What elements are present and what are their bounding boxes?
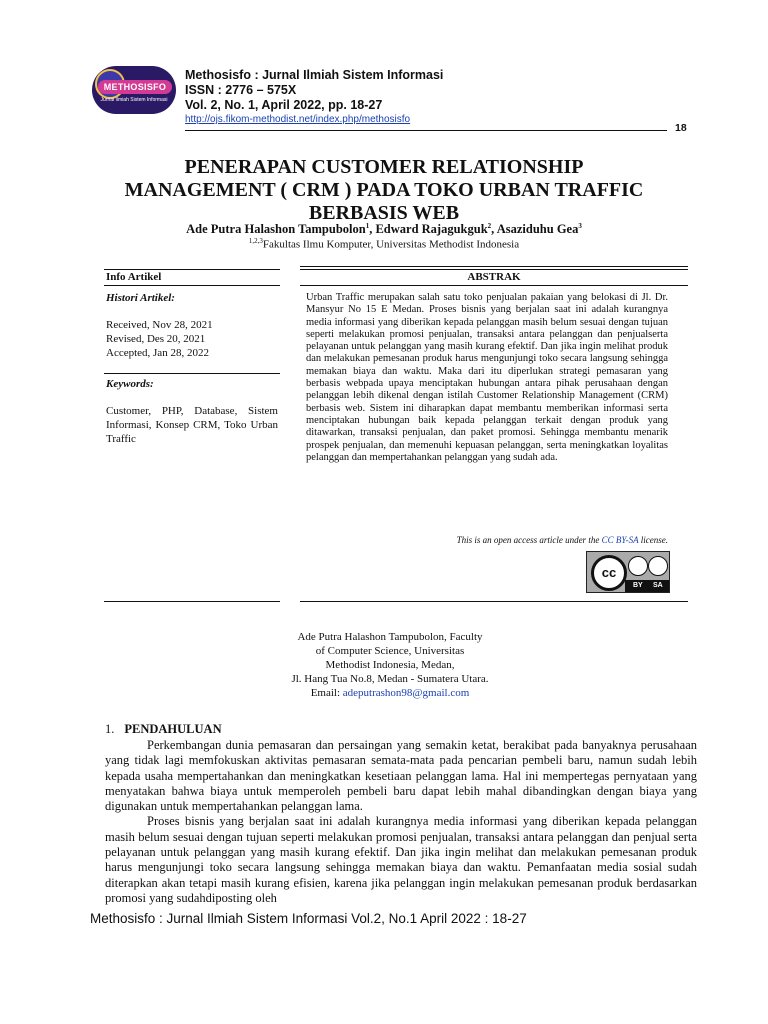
author-2: Edward Rajagukguk [375, 222, 488, 237]
author-3: Asaziduhu Gea [496, 222, 579, 237]
abstract-heading-rule [300, 285, 688, 286]
abstract-text: Urban Traffic merupakan salah satu toko penjualan pakaian yang belokasi di Jl. Dr. Mansyur No 15 E Medan. Proses bisnis yang berjalan saat ini adalah kurangnya media informasi yang diberikan kepada pelanggan masih belum sesuai dengan tujuan seperti melakukan promosi penjualan, transaksi antara pelanggan dan penjualserta pelayanan untuk pelanggan yang masih kurang efektif. Dan jika ingin melihat produk dan melakukan pemesanan produk harus mengunjungi toko secara langsung sehingga memakan biaya dan waktu. Maka dari itu diperlukan strategi pemasaran yang berbasis webpada upaya menciptakan hubungan antara pihak perusahaan dengan pelanggan lebih dikenal dengan istilah Customer Relationship Management (CRM) berbasis web. Sistem ini diharapkan dapat membantu memberikan informasi serta menciptakan hubungan baik kepada pelanggan terkait dengan produk yang ditawarkan, transaksi penjualan, dan paket promosi. Sehingga membantu menarik prospek penjualan, dan memenuhi kepuasan pelanggan, serta meningkatkan loyalitas pelanggan dan mempertahankan pelanggan yang sudah ada. [306, 292, 668, 463]
abstract-top-rule [300, 266, 688, 267]
keywords-text: Customer, PHP, Database, Sistem Informasi, Konsep CRM, Toko Urban Traffic [106, 405, 278, 445]
page-number: 18 [675, 122, 687, 134]
received-date: Received, Nov 28, 2021 [106, 319, 213, 331]
info-bottom-rule [104, 601, 280, 602]
cc-sa-label: SA [653, 582, 663, 589]
paragraph-1: Perkembangan dunia pemasaran dan persaingan yang semakin ketat, berakibat pada banyaknya perusahaan yang tidak lagi memfokuskan aktivitas pemasaran semata-mata pada pencarian pembeli baru, namun sudah lebih kepada usaha mempertahankan dan meningkatkan kesetiaan pelanggan lama. Hal ini mempertegas pernyataan yang menyatakan bahwa biaya untuk memperoleh pembeli baru dapat lebih mahal dibandingkan dengan biaya yang digunakan untuk mempertahankan pelanggan lama. [105, 738, 697, 814]
affiliation-text: Fakultas Ilmu Komputer, Universitas Methodist Indonesia [262, 238, 520, 251]
license-prefix: This is an open access article under the [456, 535, 602, 545]
journal-issn: ISSN : 2776 – 575X [185, 83, 297, 97]
license-link[interactable]: CC BY-SA [601, 535, 639, 545]
share-alike-icon [648, 556, 668, 576]
corr-line-3: Methodist Indonesia, Medan, [325, 659, 455, 671]
logo-subtext: Jurnal Ilmiah Sistem Informasi [100, 97, 168, 103]
keywords-label: Keywords: [106, 378, 154, 390]
info-top-rule [104, 269, 280, 270]
abstract-bottom-rule [300, 601, 688, 602]
email-link[interactable]: adeputrashon98@gmail.com [342, 687, 470, 699]
keywords-rule [104, 373, 280, 374]
corresponding-author [240, 630, 540, 700]
email-label: Email: [310, 687, 343, 699]
author-2-sup: 2 [487, 222, 492, 230]
revised-date: Revised, Des 20, 2021 [106, 333, 206, 345]
journal-name: Methosisfo : Jurnal Ilmiah Sistem Informasi [185, 68, 444, 82]
title-line-1: PENERAPAN CUSTOMER RELATIONSHIP [184, 156, 584, 178]
cc-by-sa-badge[interactable] [586, 551, 670, 593]
journal-logo [92, 66, 176, 114]
abstract-heading: ABSTRAK [467, 271, 521, 283]
history-label: Histori Artikel: [106, 292, 175, 304]
body-text [105, 738, 697, 906]
paragraph-2: Proses bisnis yang berjalan saat ini adalah kurangnya media informasi yang diberikan kepada pelanggan masih belum sesuai dengan tujuan seperti melakukan promosi penjualan, transaksi antara pelanggan dan penjual serta pelayanan untuk pelanggan yang masih kurang efektif. Dan jika ingin melihat dan melakukan pemesanan produk harus mengunjungi toko secara langsung sehingga memakan biaya dan waktu. Pemanfaatan media sosial sudah diterapkan akan tetapi masih kurang efisien, karena jika pelanggan ingin melakukan pemesanan produk berdasarkan promosi yang sudahdiposting oleh [105, 814, 697, 905]
author-1: Ade Putra Halashon Tampubolon [186, 222, 366, 237]
author-1-sup: 1 [365, 222, 370, 230]
cc-icon: cc [591, 555, 627, 591]
journal-volume: Vol. 2, No. 1, April 2022, pp. 18-27 [185, 98, 383, 112]
logo-text: METHOSISFO [98, 80, 172, 94]
title-line-3: BERBASIS WEB [308, 202, 460, 224]
cc-badge-label [625, 580, 669, 592]
journal-url-link[interactable]: http://ojs.fikom-methodist.net/index.php/methosisfo [185, 114, 411, 125]
attribution-icon [628, 556, 648, 576]
author-3-sup: 3 [578, 222, 582, 230]
corr-line-1: Ade Putra Halashon Tampubolon, Faculty [297, 631, 483, 643]
license-note [300, 535, 668, 545]
corr-line-2: of Computer Science, Universitas [315, 645, 465, 657]
affiliation [60, 237, 708, 251]
author-list [60, 222, 708, 237]
affiliation-sup: 1,2,3 [248, 237, 263, 245]
section-number: 1. [105, 722, 115, 736]
info-heading-rule [104, 285, 280, 286]
license-suffix: license. [638, 535, 668, 545]
corr-line-4: Jl. Hang Tua No.8, Medan - Sumatera Utara. [291, 673, 489, 685]
header-rule [185, 130, 667, 131]
author-sep: , [369, 222, 376, 237]
abstract-top-rule-2 [300, 269, 688, 270]
paper-title [60, 156, 708, 225]
author-sep: , [491, 222, 497, 237]
cc-by-label: BY [633, 582, 643, 589]
page-footer: Methosisfo : Jurnal Ilmiah Sistem Informasi Vol.2, No.1 April 2022 : 18-27 [90, 911, 527, 926]
corr-email-line [240, 686, 540, 700]
title-line-2: MANAGEMENT ( CRM ) PADA TOKO URBAN TRAFFIC [124, 179, 644, 201]
info-heading: Info Artikel [106, 271, 162, 283]
section-heading [105, 722, 222, 737]
accepted-date: Accepted, Jan 28, 2022 [106, 347, 209, 359]
section-title: PENDAHULUAN [124, 722, 222, 736]
